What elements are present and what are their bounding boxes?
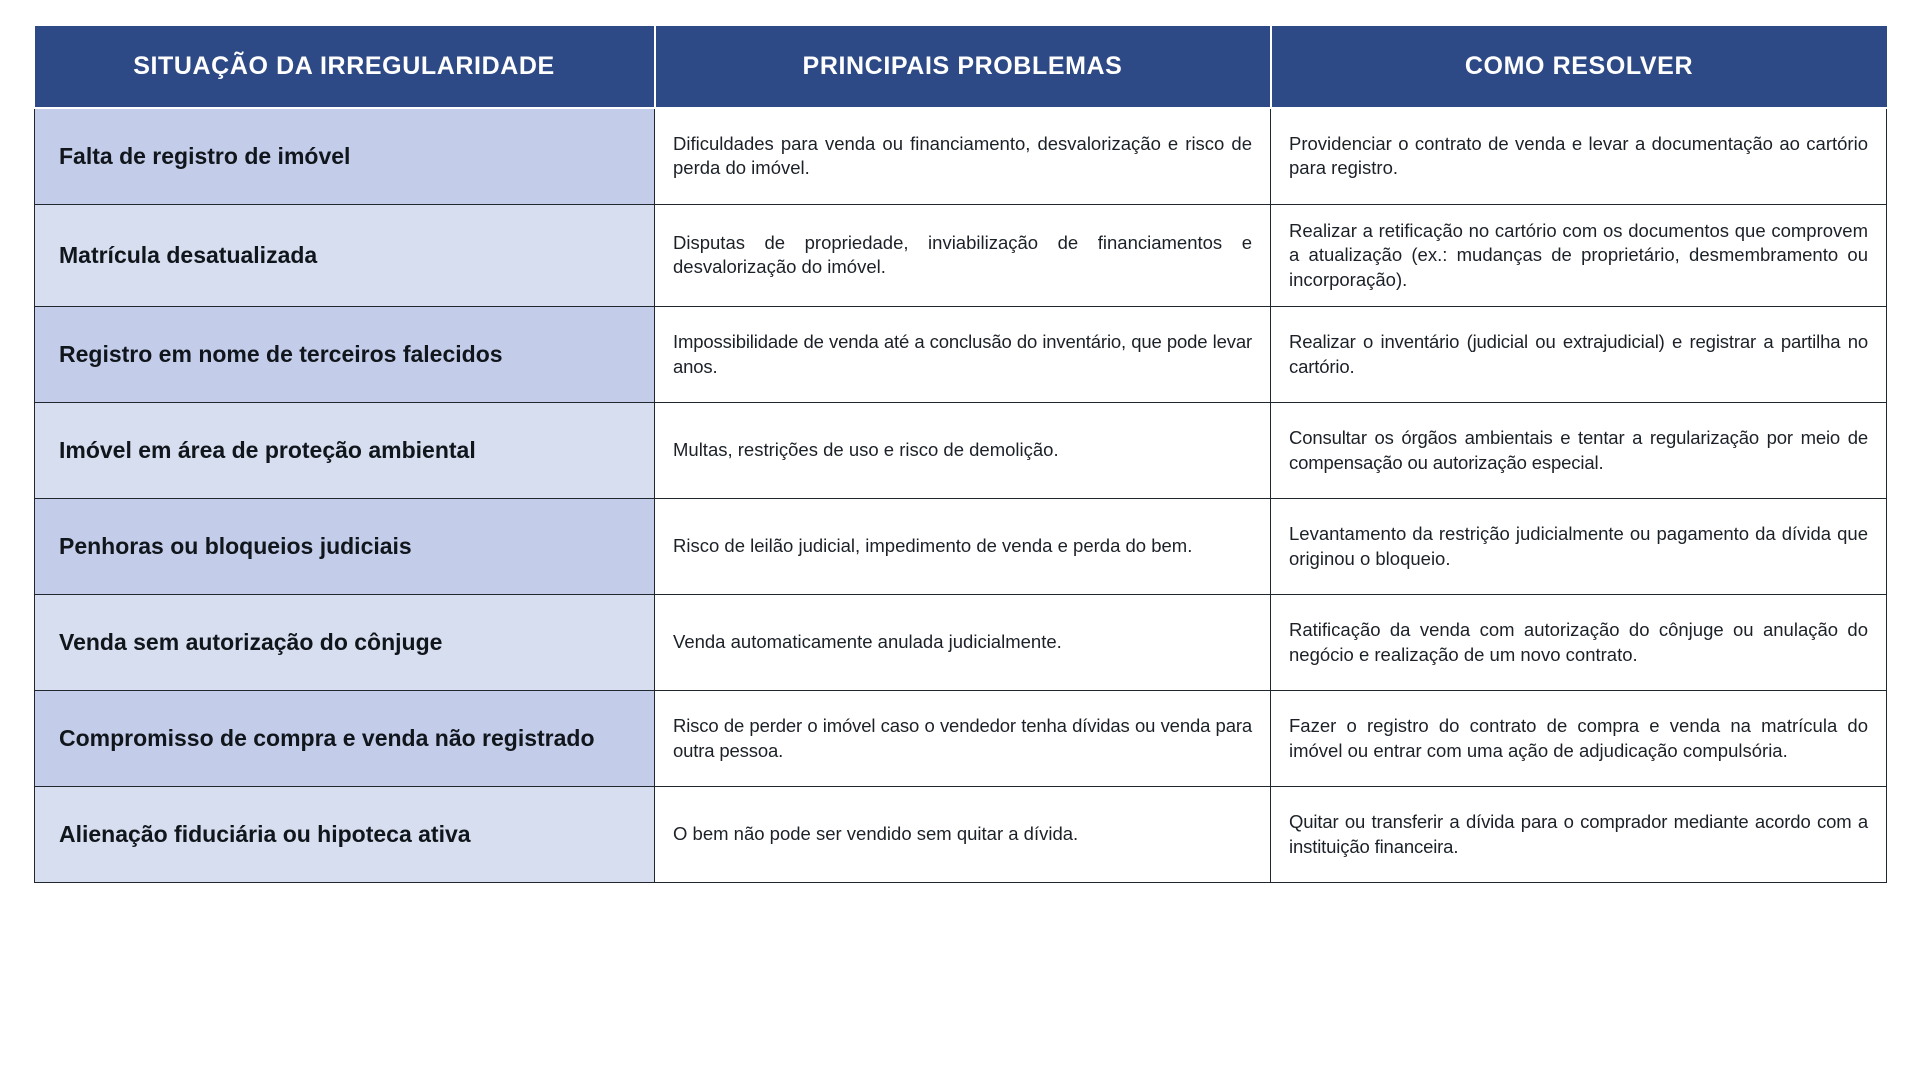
table-row [35, 204, 1887, 307]
cell-problemas: Risco de perder o imóvel caso o vendedor tenha dívidas ou venda para outra pessoa. [655, 691, 1271, 787]
cell-problemas: Disputas de propriedade, inviabilização de financiamentos e desvalorização do imóvel. [655, 204, 1271, 307]
cell-situacao: Imóvel em área de proteção ambiental [35, 403, 655, 499]
column-header-situacao: SITUAÇÃO DA IRREGULARIDADE [35, 26, 655, 108]
cell-problemas: O bem não pode ser vendido sem quitar a dívida. [655, 787, 1271, 883]
table-row [35, 403, 1887, 499]
cell-problemas: Risco de leilão judicial, impedimento de venda e perda do bem. [655, 499, 1271, 595]
table-body [35, 108, 1887, 883]
table-row [35, 499, 1887, 595]
table-header-row [35, 26, 1887, 108]
cell-resolver: Realizar a retificação no cartório com os documentos que comprovem a atualização (ex.: mudanças de proprietário, desmembramento ou incorporação). [1271, 204, 1887, 307]
cell-problemas: Venda automaticamente anulada judicialmente. [655, 595, 1271, 691]
cell-situacao: Registro em nome de terceiros falecidos [35, 307, 655, 403]
cell-problemas: Impossibilidade de venda até a conclusão do inventário, que pode levar anos. [655, 307, 1271, 403]
cell-resolver: Providenciar o contrato de venda e levar a documentação ao cartório para registro. [1271, 108, 1887, 204]
cell-situacao: Falta de registro de imóvel [35, 108, 655, 204]
cell-resolver: Realizar o inventário (judicial ou extrajudicial) e registrar a partilha no cartório. [1271, 307, 1887, 403]
cell-situacao: Penhoras ou bloqueios judiciais [35, 499, 655, 595]
cell-problemas: Multas, restrições de uso e risco de demolição. [655, 403, 1271, 499]
column-header-resolver: COMO RESOLVER [1271, 26, 1887, 108]
cell-resolver: Quitar ou transferir a dívida para o comprador mediante acordo com a instituição financeira. [1271, 787, 1887, 883]
cell-situacao: Matrícula desatualizada [35, 204, 655, 307]
irregularity-table [34, 26, 1887, 883]
cell-resolver: Consultar os órgãos ambientais e tentar a regularização por meio de compensação ou autorização especial. [1271, 403, 1887, 499]
table-row [35, 787, 1887, 883]
cell-problemas: Dificuldades para venda ou financiamento, desvalorização e risco de perda do imóvel. [655, 108, 1271, 204]
table-row [35, 307, 1887, 403]
cell-resolver: Ratificação da venda com autorização do cônjuge ou anulação do negócio e realização de um novo contrato. [1271, 595, 1887, 691]
table-header [35, 26, 1887, 108]
cell-resolver: Fazer o registro do contrato de compra e venda na matrícula do imóvel ou entrar com uma ação de adjudicação compulsória. [1271, 691, 1887, 787]
table-row [35, 691, 1887, 787]
cell-situacao: Alienação fiduciária ou hipoteca ativa [35, 787, 655, 883]
cell-resolver: Levantamento da restrição judicialmente ou pagamento da dívida que originou o bloqueio. [1271, 499, 1887, 595]
column-header-problemas: PRINCIPAIS PROBLEMAS [655, 26, 1271, 108]
table-row [35, 595, 1887, 691]
cell-situacao: Venda sem autorização do cônjuge [35, 595, 655, 691]
cell-situacao: Compromisso de compra e venda não registrado [35, 691, 655, 787]
table-row [35, 108, 1887, 204]
